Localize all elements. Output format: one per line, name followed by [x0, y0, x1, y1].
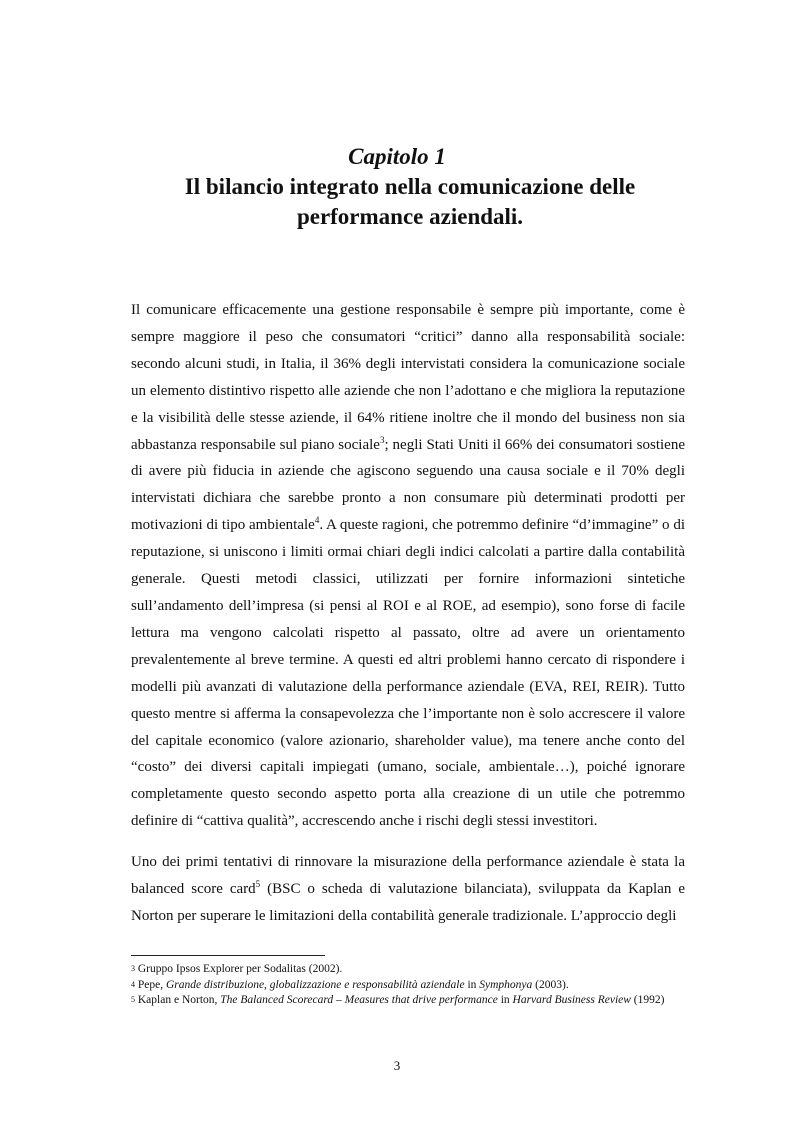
footnote-work-title: Grande distribuzione, globalizzazione e responsabilità aziendale [165, 978, 465, 991]
footnote-connector: in [497, 994, 513, 1006]
chapter-label: Capitolo 1 [348, 144, 446, 169]
footnote-ref-3[interactable]: 3 [379, 434, 385, 445]
footnotes [131, 962, 691, 1009]
footnote-journal: Symphonya [479, 978, 533, 991]
footnote-number: 5 [131, 995, 135, 1004]
footnote-text: Gruppo Ipsos Explorer per Sodalitas (2002). [137, 963, 343, 975]
p2-text-a: Uno dei primi tentativi di rinnovare la misurazione della performance aziendale è stata la balanced score card [131, 854, 685, 897]
footnote-separator [131, 955, 325, 956]
body-paragraph-2 [131, 849, 685, 930]
footnote-work-title: The Balanced Scorecard – Measures that drive performance [220, 994, 498, 1006]
footnote-ref-5[interactable]: 5 [255, 878, 261, 889]
footnote-author: Kaplan e Norton, [137, 994, 221, 1006]
footnote-ref-4[interactable]: 4 [314, 515, 320, 526]
p1-text-b: ; negli Stati Uniti il 66% dei consumatori sostiene di avere più fiducia in aziende che agiscono seguendo una causa sociale e il 70% degli intervistati dichiara che sarebbe pronto a non consumare più determinati prodotti per motivazioni di tipo ambientale [131, 436, 685, 534]
p1-text-c: . A queste ragioni, che potremmo definire “d’immagine” o di reputazione, si uniscono i limiti ormai chiari degli indici calcolati a partire dalla contabilità generale. Questi metodi classici, utilizzati per fornire informazioni sintetiche sull’andamento dell’impresa (si pensi al ROI e al ROE, ad esempio), sono forse di facile lettura ma vengono calcolati rispetto al passato, oltre ad avere un orientamento prevalentemente al breve termine. A questi ed altri problemi hanno cercato di rispondere i modelli più avanzati di valutazione della performance aziendale (EVA, REI, REIR). Tutto questo mentre si afferma la consapevolezza che l’importante non è solo accrescere il valore del capitale economico (valore azionario, shareholder value), ma tenere anche conto del “costo” dei diversi capitali impiegati (umano, sociale, ambientale…), poiché ignorare completamente questo secondo aspetto porta alla creazione di un utile che potremmo definire di “cattiva qualità”, accrescendo anche i rischi degli stessi investitori. [131, 517, 685, 830]
footnote-3 [131, 962, 691, 978]
footnote-5 [131, 993, 691, 1009]
page-number: 3 [393, 1058, 401, 1073]
p1-text-a: Il comunicare efficacemente una gestione responsabile è sempre più importante, come è sempre maggiore il peso che consumatori “critici” danno alla responsabilità sociale: secondo alcuni studi, in Italia, il 36% degli intervistati considera la comunicazione sociale un elemento distintivo rispetto alle aziende che non l’adottano e che migliora la reputazione e la visibilità delle stesse aziende, il 64% ritiene inoltre che il mondo del business non sia abbastanza responsabile sul piano sociale [131, 302, 685, 453]
chapter-title: Il bilancio integrato nella comunicazione delle performance aziendali. [184, 174, 636, 229]
footnote-year: (2003). [532, 978, 569, 991]
footnote-journal: Harvard Business Review [512, 994, 631, 1006]
footnote-year: (1992) [630, 994, 665, 1006]
footnote-number: 3 [131, 964, 135, 973]
footnote-number: 4 [131, 979, 135, 989]
body-paragraph-1 [131, 297, 685, 835]
footnote-4 [131, 978, 691, 994]
p2-text-b: (BSC o scheda di valutazione bilanciata), sviluppata da Kaplan e Norton per superare le limitazioni della contabilità generale tradizionale. L’approccio degli [131, 880, 685, 924]
footnote-connector: in [464, 978, 480, 991]
footnote-author: Pepe, [137, 978, 166, 991]
